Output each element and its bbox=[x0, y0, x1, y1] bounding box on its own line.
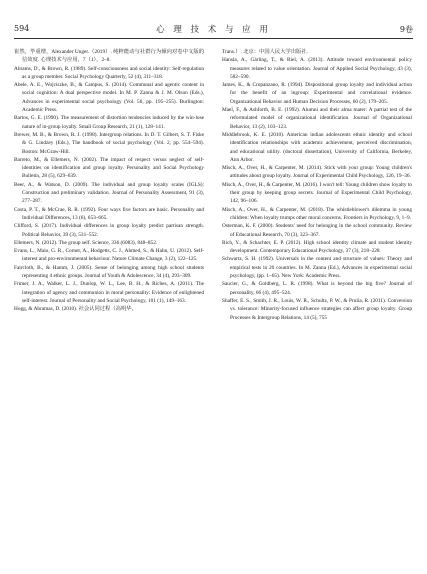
reference-entry: Hogg, & Abramas, D. (2010). 社会认同过程（高明华， bbox=[14, 306, 137, 313]
reference-entry: Evans, L., Maio, G. R., Corner, A., Hodgetts, C. J., Ahmed, S., & Hahn, U. (2012). Self-interest and pro-environmental behaviour. Nature Climate Change, 3 (2), 122–125. bbox=[14, 248, 204, 263]
reference-entry: Abrams, D., & Brown, R. (1989). Self-consciousness and social identity: Self-regulation as a group member. Social Psychology Quarterly, 52 (4), 311–318. bbox=[14, 65, 204, 80]
reference-entry: Clifford, S. (2017). Individual differences in group loyalty predict partisan strength. Political Behavior, 39 (3), 531–552. bbox=[14, 223, 204, 238]
reference-entry: Shaffer, E. S., Smith, J. R., Louis, W. R., Schultz, P. W., & Prulia, R. (2011). Conversion vs. tolerance: Minority-focused influence strategies can affect group loyalty. Group Processes & Intergroup Relations, 14 (5), 755 bbox=[222, 297, 412, 321]
volume-label: 9卷 bbox=[399, 25, 413, 34]
reference-entry: Saucier, G., & Goldberg, L. R. (1998). What is beyond the big five? Journal of personality, 66 (4), 495–524. bbox=[222, 281, 412, 296]
reference-entry: Frimer, J. A., Walker, L. J., Dunlop, W. L., Lee, B. H., & Riches, A. (2011). The integration of agency and communion in moral personality: Evidence of enlightened self-interest. Journal of Personality and Social Psychology, 101 (1), 149–163. bbox=[14, 281, 204, 304]
reference-entry: Hansla, A., Gärling, T., & Biel, A. (2013). Attitude toward environmental policy measures related to value orientation. Journal of Applied Social Psychology, 43 (3), 582–590. bbox=[222, 57, 412, 80]
reference-entry: Ellemers, N. (2012). The group self. Science, 336 (6083), 848–852. bbox=[14, 239, 158, 246]
journal-title: 心 理 技 术 与 应 用 bbox=[156, 25, 271, 35]
reference-entry: Costa, P. T., & McCrae, R. R. (1992). Four ways five factors are basic. Personality and Individual Differences, 13 (6), 653–665. bbox=[14, 206, 204, 221]
reference-entry: Schwartz, S. H. (1992). Universals in the content and structure of values: Theory and empirical tests in 20 countries. In M. Zanna (Ed.), Advances in experimental social psychology, (pp. 1–65). New York: Academic Press. bbox=[222, 256, 412, 280]
reference-entry: Middlebrook, K. E. (2010). American indian adolescents ethnic identity and school identification relationships with academic achievement, perceived discrimination, and educational utility. (doctoral dissertation), University of California, Berkeley, Ann Arbor. bbox=[222, 131, 412, 163]
reference-entry: James, K., & Cropanzano, R. (1994). Dispositional group loyalty and individual action for the benefit of an ingroup: Experimental and correlational evidence. Organizational Behavior and Human Decision Processes, 60 (2), 179–205. bbox=[222, 82, 412, 105]
references-right-column bbox=[222, 48, 412, 322]
reference-entry: Rich, Y., & Schachter, E. P. (2012). High school identity climate and student identity development. Contemporary Educational Psychology, 37 (3), 218–228. bbox=[222, 239, 412, 255]
reference-entry: Abele, A. E., Wojciszke, B., & Campus, S. (2014). Communal and agentic content in social cognition: A dual perspective model. In M. P. Zanna & J. M. Olson (Eds.), Advances in experimental social psychology (Vol. 50, pp. 195–255). Burlington: Academic Press. bbox=[14, 82, 204, 114]
reference-entry: Bartos, G. E. (1990). The measurement of distortion tendencies induced by the win-lose nature of in-group loyalty. Small Group Research, 21 (1), 128–141. bbox=[14, 115, 204, 130]
reference-entry: Beer, A., & Watson, D. (2009). The individual and group loyalty scales (IGLS): Construction and preliminary validation. Journal of Personality Assessment, 91 (3), 277–287. bbox=[14, 181, 204, 205]
references-left-column bbox=[14, 48, 204, 314]
reference-entry: Misch, A., Over, H., & Carpenter, M. (2016). I won't tell: Young children show loyalty to their group by keeping group secrets. Journal of Experimental Child Psychology, 142, 96–106. bbox=[222, 181, 412, 205]
running-header bbox=[14, 22, 413, 39]
reference-entry: Faircloth, B., & Hamm, J. (2005). Sense of belonging among high school students representing 4 ethnic groups. Journal of Youth & Adolescence, 34 (4), 293–309. bbox=[14, 264, 204, 280]
reference-entry: Trans.）. 北京：中国人民大学出版社. bbox=[222, 49, 309, 55]
reference-entry: Brewer, M. B., & Brown, R. J. (1998). Intergroup relations. In D. T. Gilbert, S. T. Fiske & G. Lindzey (Eds.), The handbook of social psychology (Vol. 2, pp. 554–594). Boston: McGraw-Hill. bbox=[14, 131, 204, 155]
reference-entry: 崔然，毕重增，Alexander Unger.（2019）. 纯粹能动与社群行为倾向对卷中文版的信效度. 心理技术与应用，7（1），2–8. bbox=[14, 49, 204, 64]
reference-entry: Misch, A., Over, H., & Carpenter, M. (2014). Stick with your group: Young children's attitudes about group loyalty. Journal of Experimental Child Psychology, 126, 19–36. bbox=[222, 165, 412, 180]
reference-entry: Barreto, M., & Ellemers, N. (2002). The impact of respect versus neglect of self-identities on identification and group loyalty. Personality and Social Psychology Bulletin, 28 (5), 629–639. bbox=[14, 156, 204, 180]
page-number: 594 bbox=[14, 24, 30, 33]
reference-entry: Mael, F., & Ashforth, B. E. (1992). Alumni and their alma mater: A partial test of the reformulated model of organizational identification. Journal of Organizational Behavior, 13 (2), 103–123. bbox=[222, 107, 412, 130]
reference-entry: Osterman, K. F. (2000). Students' need for belonging in the school community. Review of Educational Research, 70 (3), 323–367. bbox=[222, 223, 412, 238]
reference-entry: Misch, A., Over, H., & Carpenter, M. (2018). The whistleblower's dilemma in young children: When loyalty trumps other moral concerns. Frontiers in Psychology, 9, 1–9. bbox=[222, 206, 412, 221]
